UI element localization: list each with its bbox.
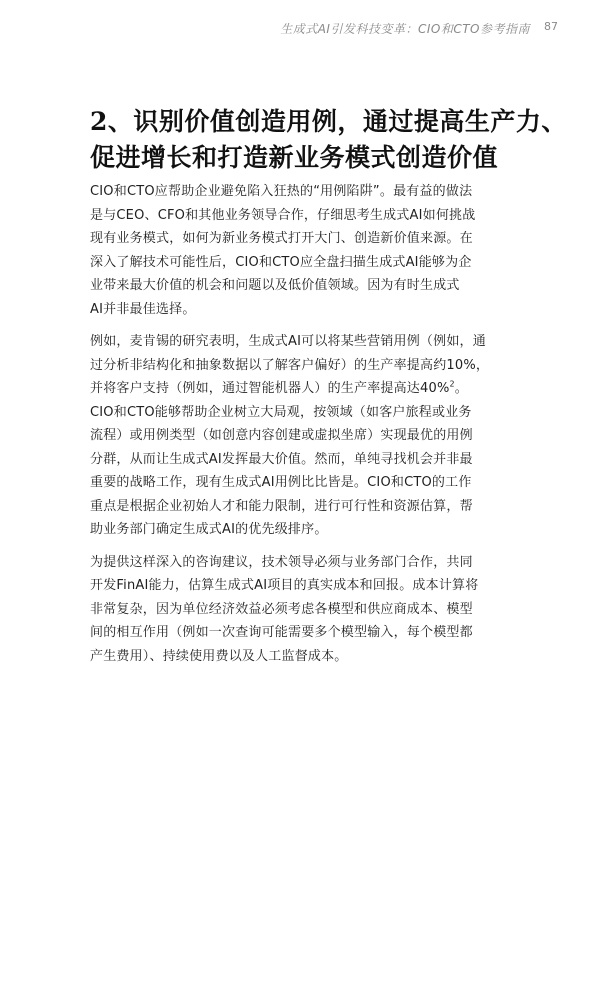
text-line [90,377,530,401]
text-line: CIO和CTO应帮助企业避免陷入狂热的“用例陷阱”。最有益的做法 [90,184,473,199]
page-number: 87 [544,20,558,33]
text-line-segment: 并将客户支持（例如，通过智能机器人）的生产率提高达40% [90,381,450,396]
body-text [90,180,530,677]
text-line-segment: 。 [454,381,468,396]
text-line: 是与CEO、CFO和其他业务领导合作，仔细思考生成式AI如何挑战 [90,207,476,223]
paragraph-use-case-trap [90,180,530,321]
text-line: 分群，从而让生成式AI发挥最大价值。然而，单纯寻找机会并非最 [90,451,473,467]
paragraph-finai-costs [90,551,530,669]
section-heading-line: 促进增长和打造新业务模式创造价值 [90,143,499,172]
text-line: 产生费用）、持续使用费以及人工监督成本。 [90,648,348,664]
text-line: CIO和CTO能够帮助企业树立大局观，按领域（如客户旅程或业务 [90,404,472,420]
text-line: 重点是根据企业初始人才和能力限制，进行可行性和资源估算，帮 [90,498,473,514]
running-header [0,20,600,40]
text-line: 现有业务模式，如何为新业务模式打开大门、创造新价值来源。在 [90,231,473,246]
paragraph-mckinsey-research [90,330,530,542]
text-line: 开发FinAI能力，估算生成式AI项目的真实成本和回报。成本计算将 [90,578,479,593]
text-line: 为提供这样深入的咨询建议，技术领导必须与业务部门合作，共同 [90,554,473,570]
text-line: 流程）或用例类型（如创意内容创建或虚拟坐席）实现最优的用例 [90,428,473,443]
text-line: 间的相互作用（例如一次查询可能需要多个模型输入，每个模型都 [90,625,473,640]
text-line: 业带来最大价值的机会和问题以及低价值领域。因为有时生成式 [90,278,460,293]
running-header-title: 生成式AI引发科技变革：CIO和CTO参考指南 [280,22,530,36]
text-line: 过分析非结构化和抽象数据以了解客户偏好）的生产率提高约10%， [90,357,490,373]
text-line: 助业务部门确定生成式AI的优先级排序。 [90,522,328,537]
text-line: 重要的战略工作，现有生成式AI用例比比皆是。CIO和CTO的工作 [90,475,472,490]
text-line: 非常复杂，因为单位经济效益必须考虑各模型和供应商成本、模型 [90,601,473,617]
text-line: 例如，麦肯锡的研究表明，生成式AI可以将某些营销用例（例如，通 [90,334,486,349]
text-line: 深入了解技术可能性后，CIO和CTO应全盘扫描生成式AI能够为企 [90,254,472,270]
footnote-reference[interactable]: 2 [449,379,455,389]
section-heading [90,104,567,176]
section-heading-line: 2、识别价值创造用例，通过提高生产力、 [90,107,567,136]
text-line: AI并非最佳选择。 [90,301,196,317]
